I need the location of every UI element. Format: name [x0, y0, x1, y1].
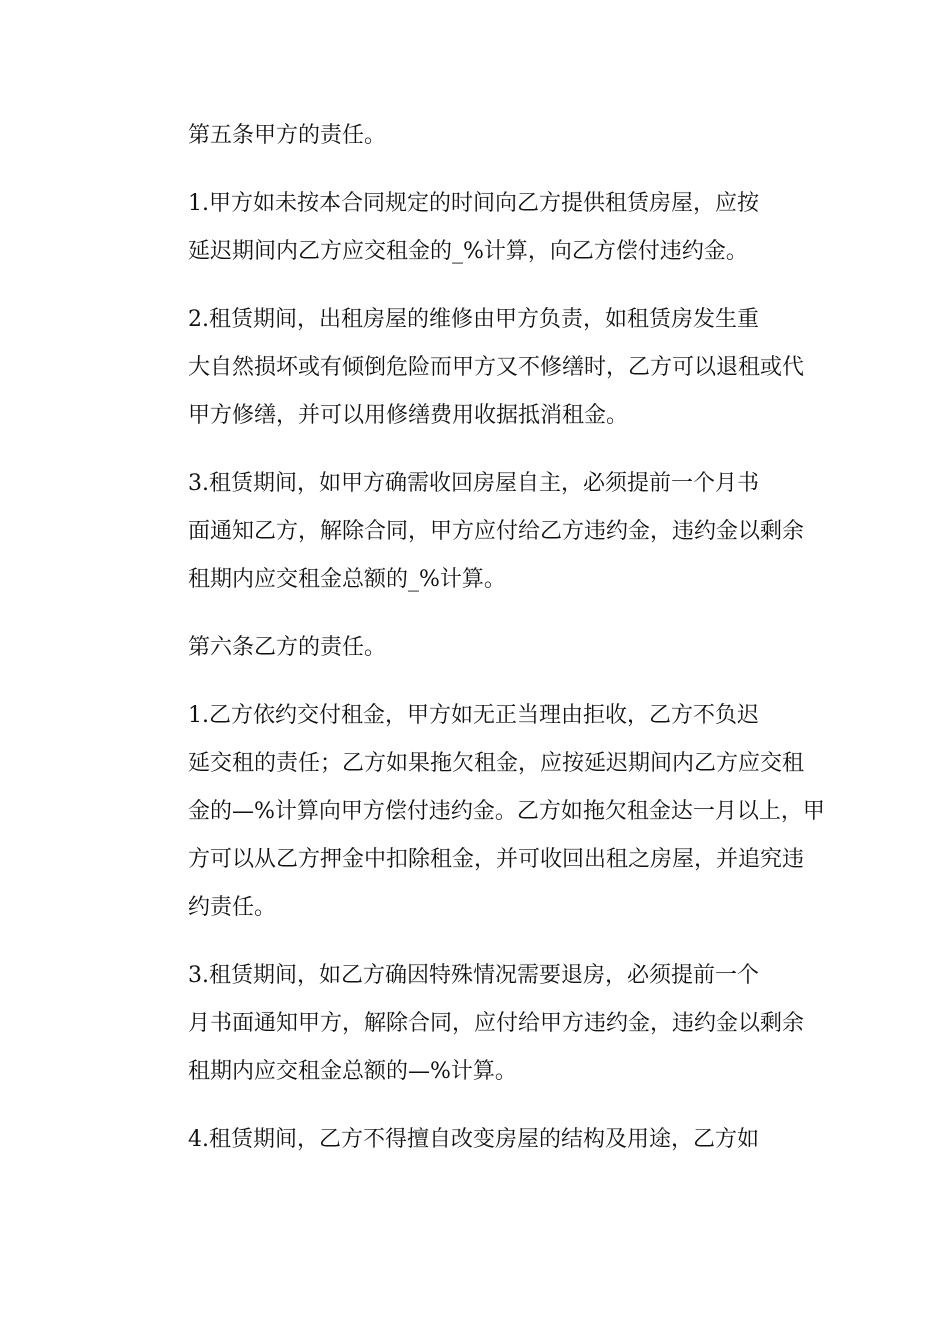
text-line: 大自然损坏或有倾倒危险而甲方又不修缮时，乙方可以退租或代: [188, 355, 805, 380]
document-page: [142, 112, 825, 1184]
section-heading-party-b: [142, 624, 802, 672]
text-line: 约责任。: [188, 895, 277, 920]
text-line: 2.租赁期间，出租房屋的维修由甲方负责，如租赁房发生重: [188, 307, 759, 332]
clause-paragraph: [142, 692, 825, 932]
text-line: 1.甲方如未按本合同规定的时间向乙方提供租赁房屋，应按: [188, 191, 759, 216]
text-line: 3.租赁期间，如甲方确需收回房屋自主，必须提前一个月书: [188, 471, 759, 496]
text-line: 第五条甲方的责任。: [188, 123, 387, 148]
text-line: 延迟期间内乙方应交租金的_%计算，向乙方偿付违约金。: [188, 239, 748, 264]
clause-paragraph: [142, 952, 805, 1096]
clause-paragraph: [142, 296, 805, 440]
clause-paragraph: [142, 1116, 802, 1164]
text-line: 3.租赁期间，如乙方确因特殊情况需要退房，必须提前一个: [188, 963, 759, 988]
text-line: 1.乙方依约交付租金，甲方如无正当理由拒收，乙方不负迟: [188, 703, 759, 728]
text-line: 第六条乙方的责任。: [188, 635, 387, 660]
clause-paragraph: [142, 180, 802, 276]
text-line: 甲方修缮，并可以用修缮费用收据抵消租金。: [188, 403, 629, 428]
text-line: 租期内应交租金总额的_%计算。: [188, 567, 506, 592]
text-line: 面通知乙方，解除合同，甲方应付给乙方违约金，违约金以剩余: [188, 519, 805, 544]
text-line: 延交租的责任；乙方如果拖欠租金，应按延迟期间内乙方应交租: [188, 751, 805, 776]
text-line: 4.租赁期间，乙方不得擅自改变房屋的结构及用途，乙方如: [188, 1127, 759, 1152]
text-line: 租期内应交租金总额的—%计算。: [188, 1059, 517, 1084]
clause-paragraph: [142, 460, 805, 604]
text-line: 金的—%计算向甲方偿付违约金。乙方如拖欠租金达一月以上，甲: [188, 799, 825, 824]
text-line: 方可以从乙方押金中扣除租金，并可收回出租之房屋，并追究违: [188, 847, 805, 872]
text-line: 月书面通知甲方，解除合同，应付给甲方违约金，违约金以剩余: [188, 1011, 805, 1036]
section-heading-party-a: [142, 112, 802, 160]
